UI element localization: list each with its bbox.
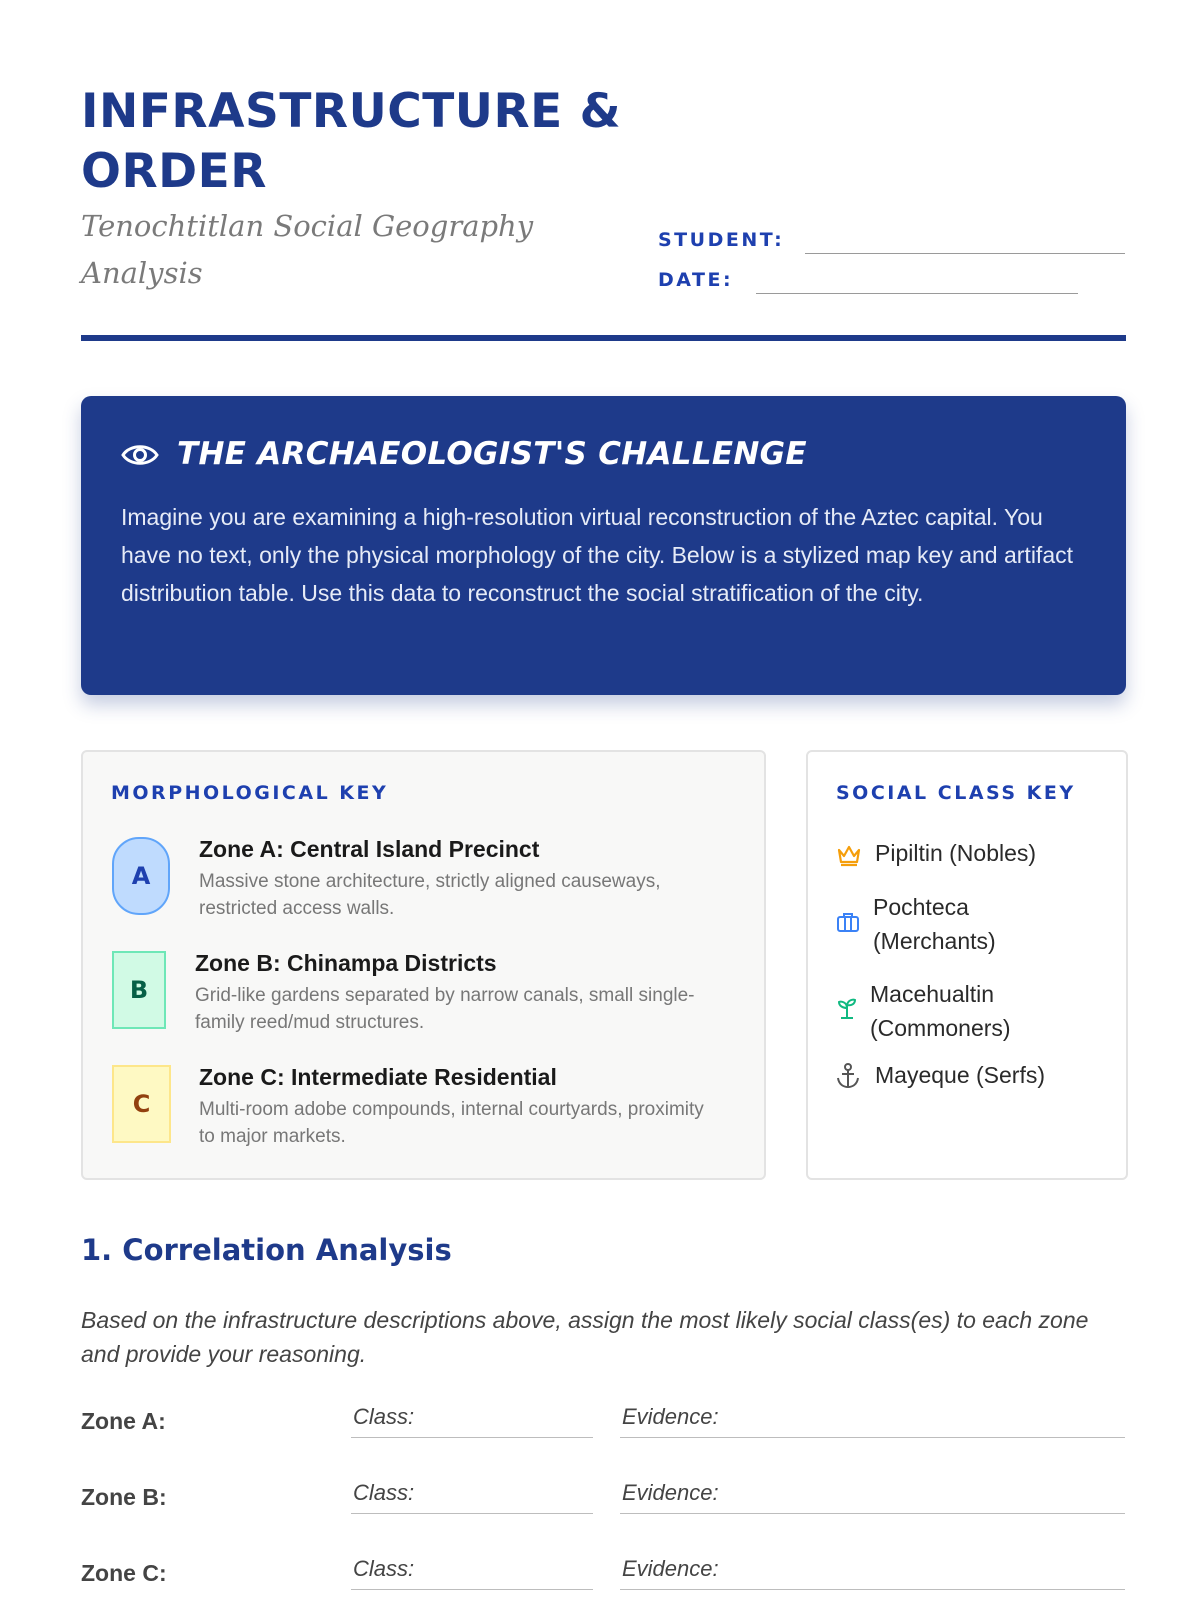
- zone-b-evidence-field[interactable]: Evidence:: [620, 1476, 1125, 1514]
- social-class-key-heading: SOCIAL CLASS KEY: [836, 782, 1076, 804]
- challenge-title: THE ARCHAEOLOGIST'S CHALLENGE: [177, 436, 807, 472]
- section-title-correlation: 1. Correlation Analysis: [81, 1233, 452, 1267]
- zone-b-badge: B: [112, 951, 166, 1029]
- zone-a-title: Zone A: Central Island Precinct: [199, 836, 540, 862]
- zone-c-description: Multi-room adobe compounds, internal courtyards, proximity to major markets.: [199, 1099, 704, 1147]
- social-class-key-card: [806, 750, 1128, 1180]
- page-title: INFRASTRUCTURE & ORDER: [81, 84, 622, 199]
- crown-icon: [836, 842, 862, 868]
- zone-c-title: Zone C: Intermediate Residential: [199, 1064, 557, 1090]
- class-item-macehualtin: Macehualtin (Commoners): [870, 981, 1011, 1041]
- zone-a-class-field[interactable]: Class:: [351, 1400, 593, 1438]
- date-field[interactable]: [756, 293, 1078, 294]
- eye-icon: [121, 442, 159, 468]
- class-item-mayeque: Mayeque (Serfs): [875, 1062, 1046, 1088]
- section-instructions: Based on the infrastructure descriptions above, assign the most likely social class(es) to each zone and provide your reasoning.: [81, 1307, 1089, 1367]
- zone-b-title: Zone B: Chinampa Districts: [195, 950, 497, 976]
- morphological-key-card: [81, 750, 766, 1180]
- briefcase-icon: [835, 909, 861, 935]
- morphological-key-heading: MORPHOLOGICAL KEY: [111, 782, 389, 804]
- zone-c-row-label: Zone C:: [81, 1560, 167, 1586]
- class-item-pipiltin: Pipiltin (Nobles): [875, 840, 1037, 866]
- student-label: STUDENT:: [658, 229, 785, 251]
- zone-a-description: Massive stone architecture, strictly aligned causeways, restricted access walls.: [199, 871, 661, 919]
- zone-a-row-label: Zone A:: [81, 1408, 166, 1434]
- challenge-box: [81, 396, 1126, 695]
- zone-b-description: Grid-like gardens separated by narrow canals, small single-family reed/mud structures.: [195, 985, 695, 1033]
- zone-a-evidence-field[interactable]: Evidence:: [620, 1400, 1125, 1438]
- zone-c-class-field[interactable]: Class:: [351, 1552, 593, 1590]
- zone-c-badge: C: [112, 1065, 171, 1143]
- sprout-icon: [836, 996, 858, 1020]
- date-label: DATE:: [658, 269, 734, 291]
- student-field[interactable]: [805, 253, 1125, 254]
- challenge-text: Imagine you are examining a high-resolution virtual reconstruction of the Aztec capital. You have no text, only the physical morphology of the city. Below is a stylized map key and artifact distribution table. Use this data to reconstruct the social stratification of the city.: [121, 504, 1073, 606]
- zone-c-evidence-field[interactable]: Evidence:: [620, 1552, 1125, 1590]
- class-item-pochteca: Pochteca (Merchants): [873, 894, 996, 954]
- page-subtitle: Tenochtitlan Social Geography Analysis: [81, 209, 534, 290]
- anchor-icon: [835, 1062, 861, 1090]
- zone-b-row-label: Zone B:: [81, 1484, 167, 1510]
- zone-b-class-field[interactable]: Class:: [351, 1476, 593, 1514]
- header-divider: [81, 335, 1126, 341]
- zone-a-badge: A: [112, 837, 170, 915]
